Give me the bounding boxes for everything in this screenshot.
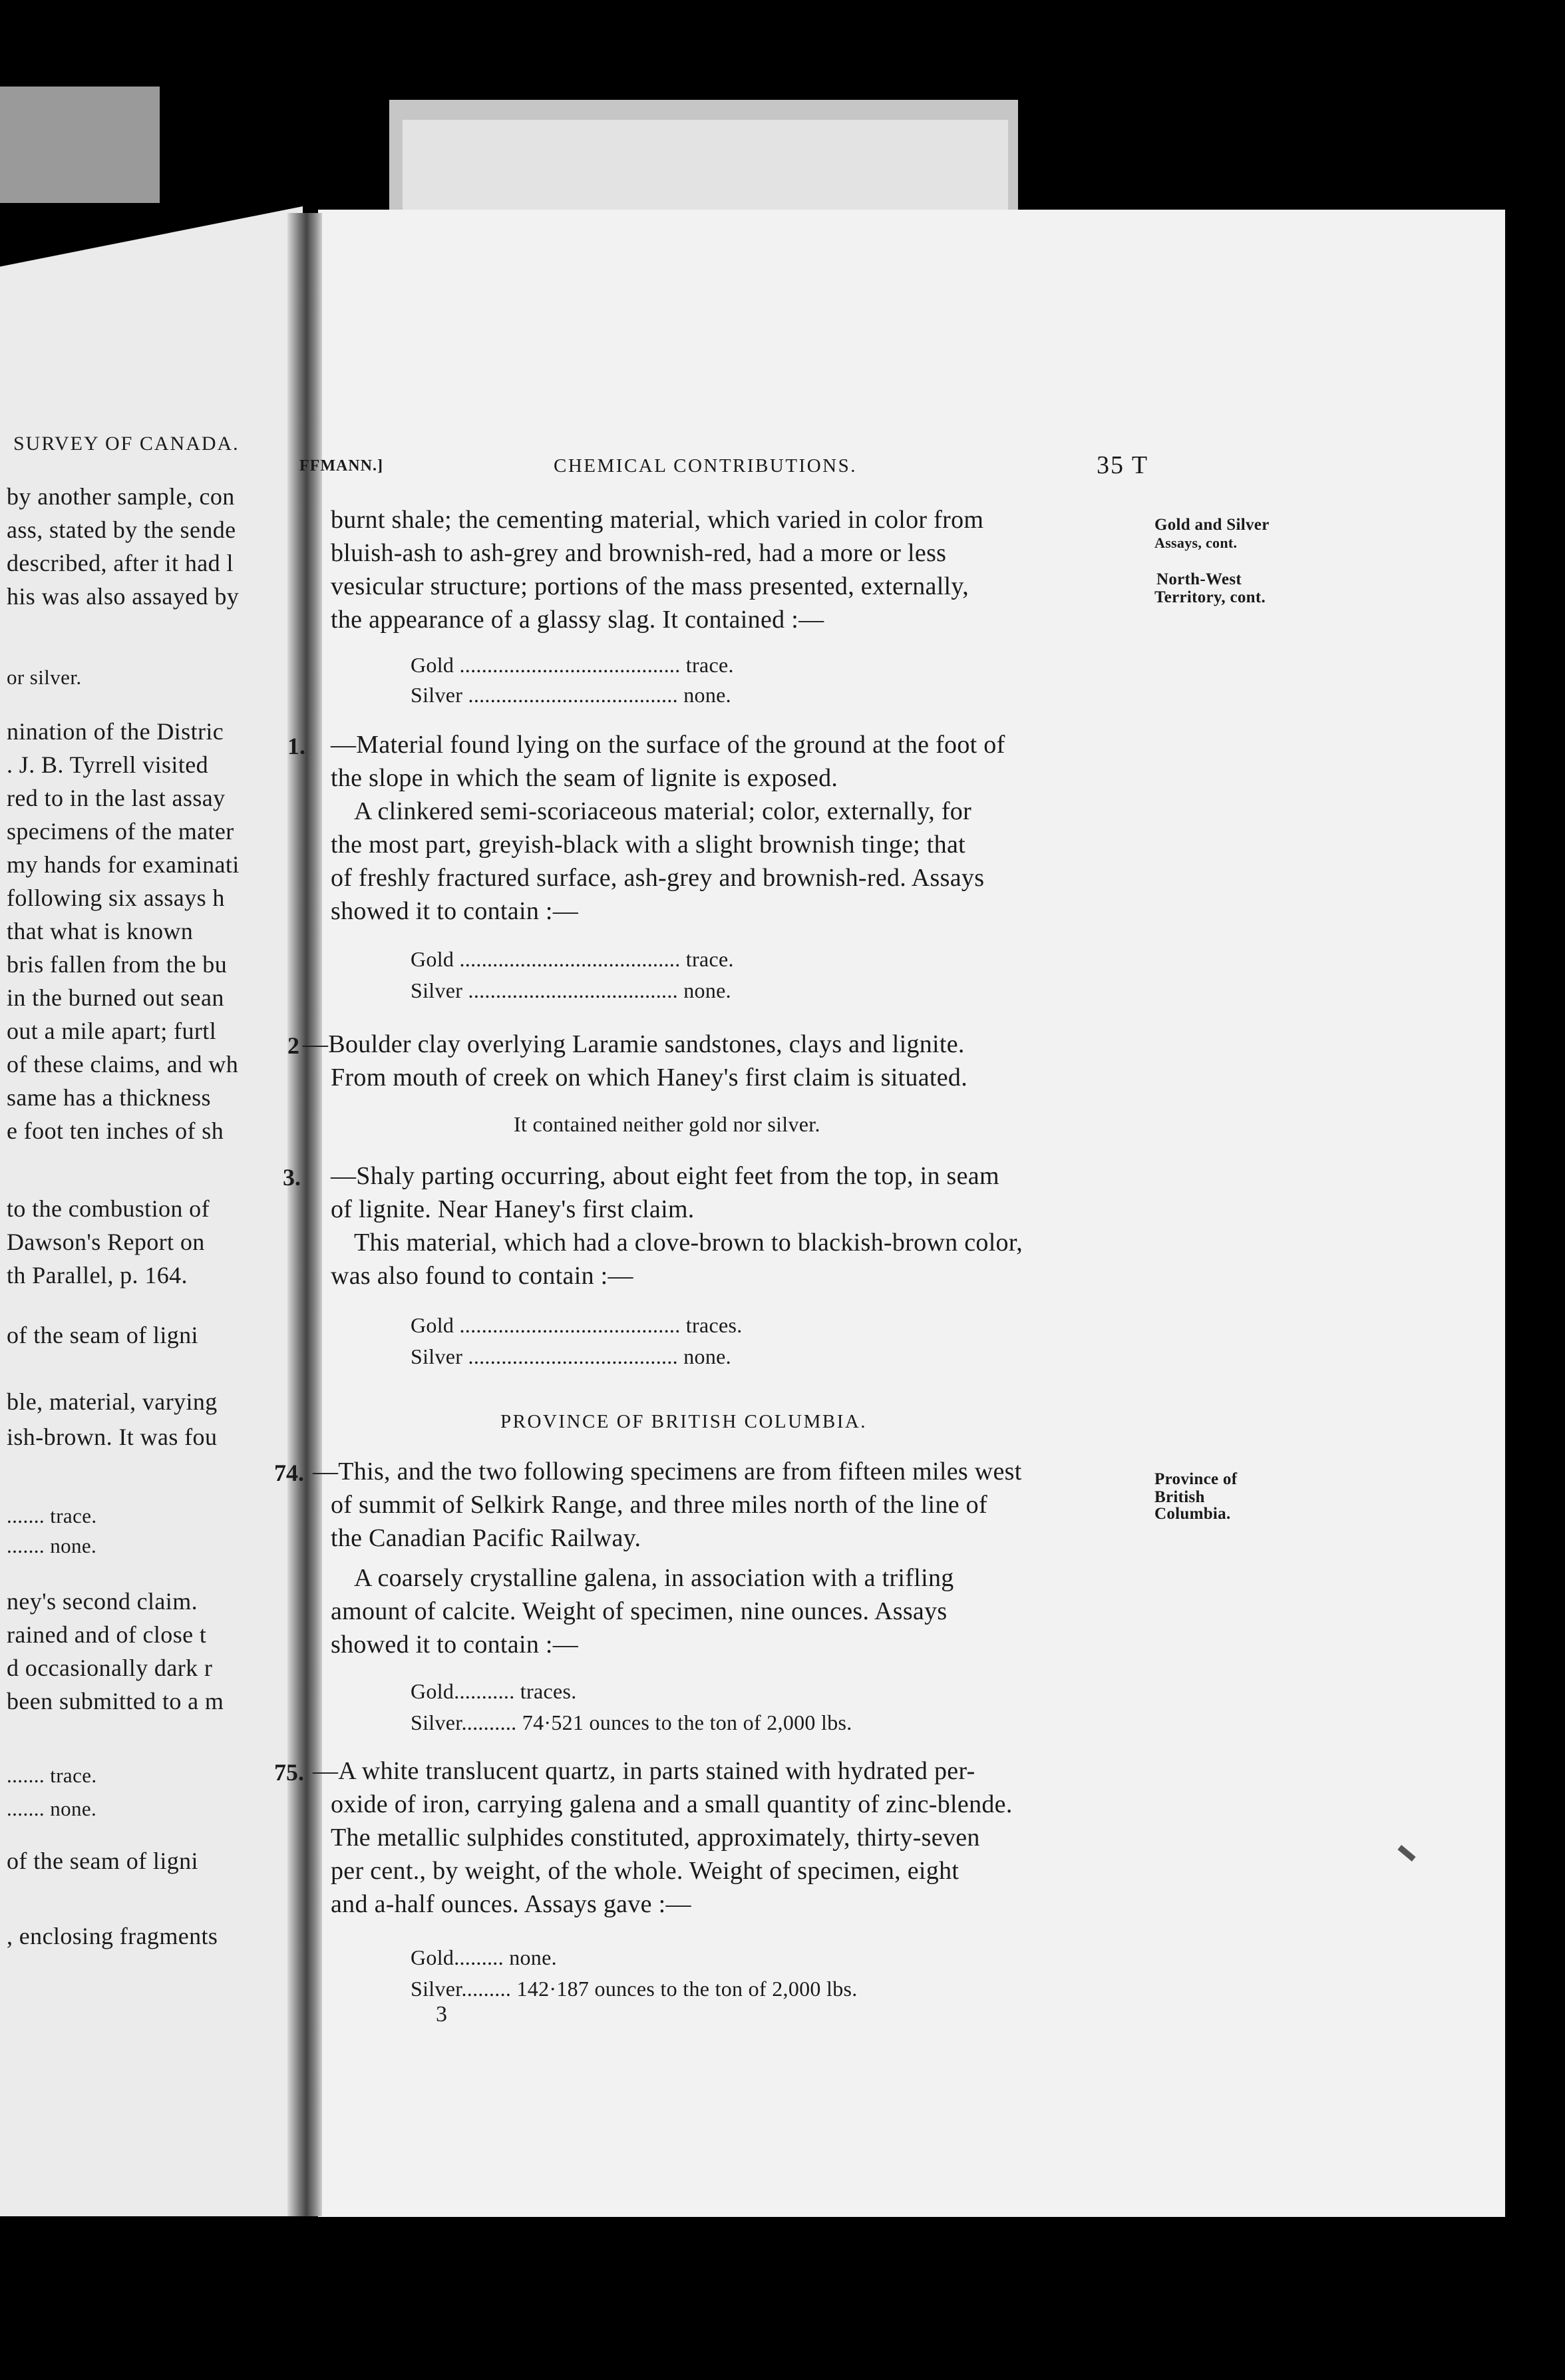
left-line: ass, stated by the sende xyxy=(7,516,236,543)
margin-note: Gold and Silver xyxy=(1154,516,1270,534)
assay-gold: Gold ........................................ trace. xyxy=(411,947,734,971)
left-line: following six assays h xyxy=(7,885,225,911)
text-line: the appearance of a glassy slag. It contained :— xyxy=(331,606,824,634)
text-line: and a-half ounces. Assays gave :— xyxy=(331,1890,691,1918)
text-line: per cent., by weight, of the whole. Weight of specimen, eight xyxy=(331,1857,959,1885)
assay-gold: Gold......... none. xyxy=(411,1945,557,1969)
left-line: . J. B. Tyrrell visited xyxy=(7,751,209,778)
left-line: that what is known xyxy=(7,918,194,944)
text-line: of summit of Selkirk Range, and three miles north of the line of xyxy=(331,1491,987,1519)
assay-silver: Silver......... 142·187 ounces to the ton of 2,000 lbs. xyxy=(411,1977,858,2001)
assay-silver: Silver ...................................... none. xyxy=(411,683,731,707)
margin-note: Province of xyxy=(1154,1470,1238,1488)
left-line: of these claims, and wh xyxy=(7,1051,239,1078)
left-line: to the combustion of xyxy=(7,1195,210,1222)
margin-note: Columbia. xyxy=(1154,1505,1231,1523)
text-line: A coarsely crystalline galena, in association with a trifling xyxy=(354,1564,954,1592)
left-line: red to in the last assay xyxy=(7,785,226,811)
page-title: CHEMICAL CONTRIBUTIONS. xyxy=(554,455,857,477)
text-line: The metallic sulphides constituted, approximately, thirty-seven xyxy=(331,1824,980,1852)
text-line: —Material found lying on the surface of the ground at the foot of xyxy=(331,731,1005,759)
left-line: e foot ten inches of sh xyxy=(7,1117,224,1144)
book-gutter xyxy=(287,213,322,2216)
entry-number: 2 xyxy=(287,1032,299,1059)
left-line: ish-brown. It was fou xyxy=(7,1424,218,1450)
text-line: vesicular structure; portions of the mass presented, externally, xyxy=(331,572,969,600)
text-line: the most part, greyish-black with a slight brownish tinge; that xyxy=(331,831,965,859)
left-line: of the seam of ligni xyxy=(7,1322,198,1348)
assay-silver: Silver.......... 74·521 ounces to the ton of 2,000 lbs. xyxy=(411,1710,852,1734)
text-line: oxide of iron, carrying galena and a small quantity of zinc-blende. xyxy=(331,1790,1013,1818)
section-heading: PROVINCE OF BRITISH COLUMBIA. xyxy=(500,1411,868,1432)
left-line: described, after it had l xyxy=(7,550,234,576)
text-line: —A white translucent quartz, in parts stained with hydrated per- xyxy=(313,1757,975,1785)
text-line: the Canadian Pacific Railway. xyxy=(331,1524,641,1552)
left-line: , enclosing fragments xyxy=(7,1923,218,1949)
left-line: been submitted to a m xyxy=(7,1688,224,1714)
left-line: ....... none. xyxy=(7,1534,97,1557)
text-line: —Shaly parting occurring, about eight feet from the top, in seam xyxy=(331,1162,999,1190)
entry-number: 74. xyxy=(274,1460,304,1486)
text-line: From mouth of creek on which Haney's first claim is situated. xyxy=(331,1064,967,1091)
left-line: th Parallel, p. 164. xyxy=(7,1262,188,1289)
left-line: bris fallen from the bu xyxy=(7,951,228,978)
left-line: same has a thickness xyxy=(7,1084,211,1111)
left-line: ....... trace. xyxy=(7,1504,97,1527)
text-line: burnt shale; the cementing material, which varied in color from xyxy=(331,506,984,534)
left-line: rained and of close t xyxy=(7,1621,207,1648)
margin-note: British xyxy=(1154,1488,1205,1506)
page-number: 35 T xyxy=(1097,451,1149,479)
text-line: bluish-ash to ash-grey and brownish-red, had a more or less xyxy=(331,539,947,567)
left-line: of the seam of ligni xyxy=(7,1848,198,1874)
text-line: showed it to contain :— xyxy=(331,897,579,925)
signature-mark: 3 xyxy=(436,2002,448,2027)
margin-note: North-West xyxy=(1156,570,1242,588)
left-page-header: SURVEY OF CANADA. xyxy=(13,433,240,455)
left-line: ....... none. xyxy=(7,1797,97,1820)
left-line: ble, material, varying xyxy=(7,1388,218,1415)
text-line: A clinkered semi-scoriaceous material; color, externally, for xyxy=(354,797,972,825)
background-sheet-inner xyxy=(403,120,1008,220)
left-line: out a mile apart; furtl xyxy=(7,1018,217,1044)
text-line: This material, which had a clove-brown to blackish-brown color, xyxy=(354,1229,1023,1257)
text-line: of freshly fractured surface, ash-grey and brownish-red. Assays xyxy=(331,864,985,892)
assay-gold: Gold ........................................ traces. xyxy=(411,1313,743,1337)
entry-number: 1. xyxy=(287,733,305,759)
left-line: my hands for examinati xyxy=(7,851,240,878)
margin-note: Assays, cont. xyxy=(1154,534,1238,551)
entry-number: 75. xyxy=(274,1759,304,1786)
left-line: or silver. xyxy=(7,666,82,689)
assay-gold: Gold........... traces. xyxy=(411,1679,577,1703)
assay-silver: Silver ...................................... none. xyxy=(411,978,731,1002)
left-line: his was also assayed by xyxy=(7,583,240,610)
text-line: amount of calcite. Weight of specimen, nine ounces. Assays xyxy=(331,1597,948,1625)
text-line: of lignite. Near Haney's first claim. xyxy=(331,1195,695,1223)
assay-gold: Gold ........................................ trace. xyxy=(411,653,734,677)
left-background-sheet xyxy=(0,87,160,203)
margin-note: Territory, cont. xyxy=(1154,588,1266,606)
text-line: was also found to contain :— xyxy=(331,1262,633,1290)
left-line: Dawson's Report on xyxy=(7,1229,205,1255)
assay-silver: Silver ...................................... none. xyxy=(411,1344,731,1368)
text-line: the slope in which the seam of lignite is exposed. xyxy=(331,764,838,792)
text-line: —Boulder clay overlying Laramie sandstones, clays and lignite. xyxy=(303,1030,965,1058)
left-line: d occasionally dark r xyxy=(7,1655,213,1681)
left-line: by another sample, con xyxy=(7,483,235,510)
text-line: —This, and the two following specimens are from fifteen miles west xyxy=(313,1458,1022,1486)
author-fragment: FFMANN.] xyxy=(299,457,383,475)
left-line: ney's second claim. xyxy=(7,1588,198,1615)
left-line: ....... trace. xyxy=(7,1764,97,1787)
text-line: showed it to contain :— xyxy=(331,1631,579,1659)
assay-note: It contained neither gold nor silver. xyxy=(514,1112,820,1136)
left-line: specimens of the mater xyxy=(7,818,234,845)
entry-number: 3. xyxy=(283,1164,301,1191)
left-line: in the burned out sean xyxy=(7,984,224,1011)
left-line: nination of the Distric xyxy=(7,718,224,745)
